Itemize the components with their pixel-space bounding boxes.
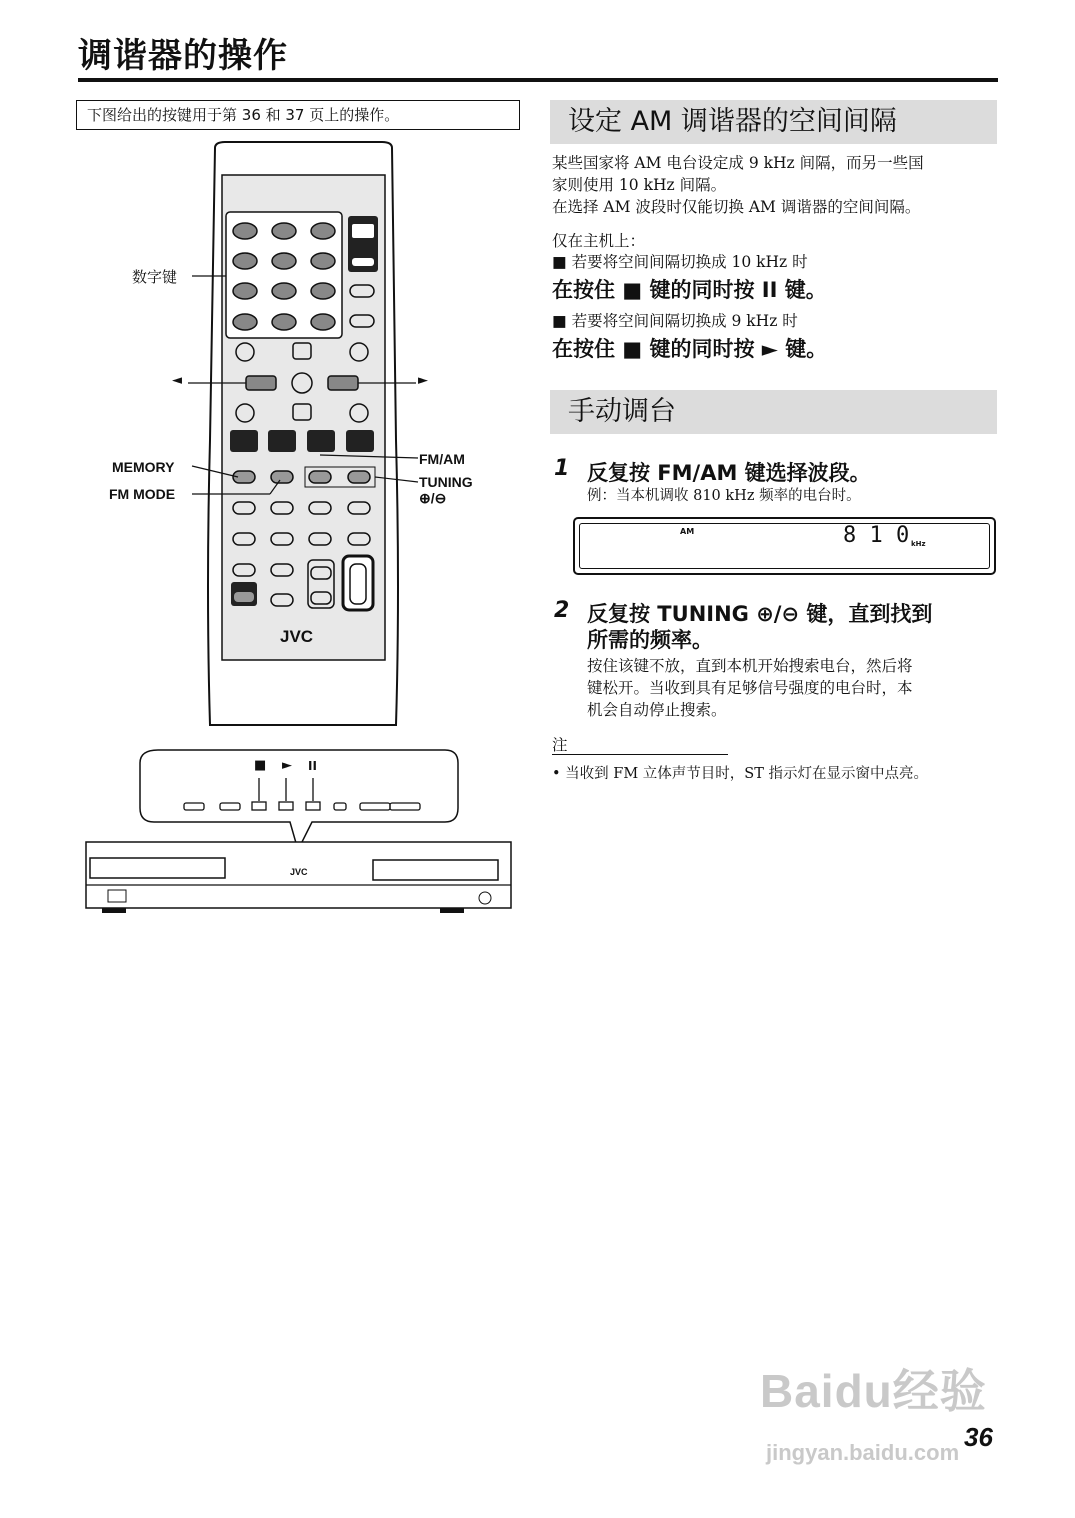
instruction-10khz: 在按住 ■ 键的同时按 II 键。 (552, 278, 827, 302)
play-icon: ► (282, 758, 292, 773)
am-para2: 在选择 AM 波段时仅能切换 AM 调谐器的空间间隔。 (552, 198, 921, 216)
memory-label: MEMORY (112, 459, 175, 475)
pause-icon: II (308, 759, 317, 773)
remote-brand-logo: JVC (280, 627, 314, 646)
step2-body-line1: 按住该键不放，直到本机开始搜索电台，然后将 (587, 657, 913, 675)
display-frequency: 8 1 0 (843, 523, 910, 548)
step1-example: 例：当本机调收 810 kHz 频率的电台时。 (587, 488, 861, 504)
caption-box: 下图给出的按键用于第 36 和 37 页上的操作。 (76, 100, 520, 130)
step2-number: 2 (554, 598, 570, 623)
case-10khz: ■ 若要将空间间隔切换成 10 kHz 时 (552, 253, 808, 271)
display-band: AM (680, 527, 695, 536)
left-arrow-icon: ◄ (172, 373, 182, 388)
title-rule (78, 78, 998, 82)
instruction-9khz: 在按住 ■ 键的同时按 ► 键。 (552, 337, 828, 361)
unit-brand-logo: JVC (290, 867, 308, 877)
tuning-plus-minus-icon: ⊕/⊖ (419, 490, 447, 506)
am-para1-line2: 家则使用 10 kHz 间隔。 (552, 176, 727, 194)
note-rule (552, 754, 728, 755)
watermark-url: jingyan.baidu.com (766, 1440, 960, 1465)
page-title: 调谐器的操作 (78, 36, 288, 76)
note-label: 注 (552, 736, 568, 754)
display-unit: kHz (911, 540, 926, 548)
fm-mode-label: FM MODE (109, 486, 176, 502)
stop-icon: ■ (254, 758, 267, 773)
fm-am-label: FM/AM (419, 451, 465, 467)
step2-title-line2: 所需的频率。 (587, 628, 713, 652)
case-9khz: ■ 若要将空间间隔切换成 9 kHz 时 (552, 312, 798, 330)
step2-title-line1: 反复按 TUNING ⊕/⊖ 键，直到找到 (587, 602, 933, 626)
main-unit-illustration (80, 748, 520, 918)
watermark-logo: Baidu经验 (760, 1365, 987, 1417)
tuner-display (573, 517, 996, 575)
step2-body-line2: 键松开。当收到具有足够信号强度的电台时，本 (587, 679, 913, 697)
tuning-label: TUNING (419, 474, 473, 490)
number-keys-label: 数字键 (132, 268, 178, 286)
remote-control-illustration (100, 140, 500, 740)
step2-body-line3: 机会自动停止搜索。 (587, 701, 727, 719)
note-text: • 当收到 FM 立体声节目时，ST 指示灯在显示窗中点亮。 (552, 766, 928, 782)
step1-title: 反复按 FM/AM 键选择波段。 (587, 461, 871, 485)
section-heading-manual-tuning: 手动调台 (550, 390, 997, 434)
page-number: 36 (964, 1422, 993, 1452)
main-unit-only-label: 仅在主机上： (552, 232, 646, 250)
section-heading-am-spacing: 设定 AM 调谐器的空间间隔 (550, 100, 997, 144)
step1-number: 1 (554, 456, 570, 481)
right-arrow-icon: ► (418, 373, 428, 388)
am-para1-line1: 某些国家将 AM 电台设定成 9 kHz 间隔，而另一些国 (552, 154, 924, 172)
